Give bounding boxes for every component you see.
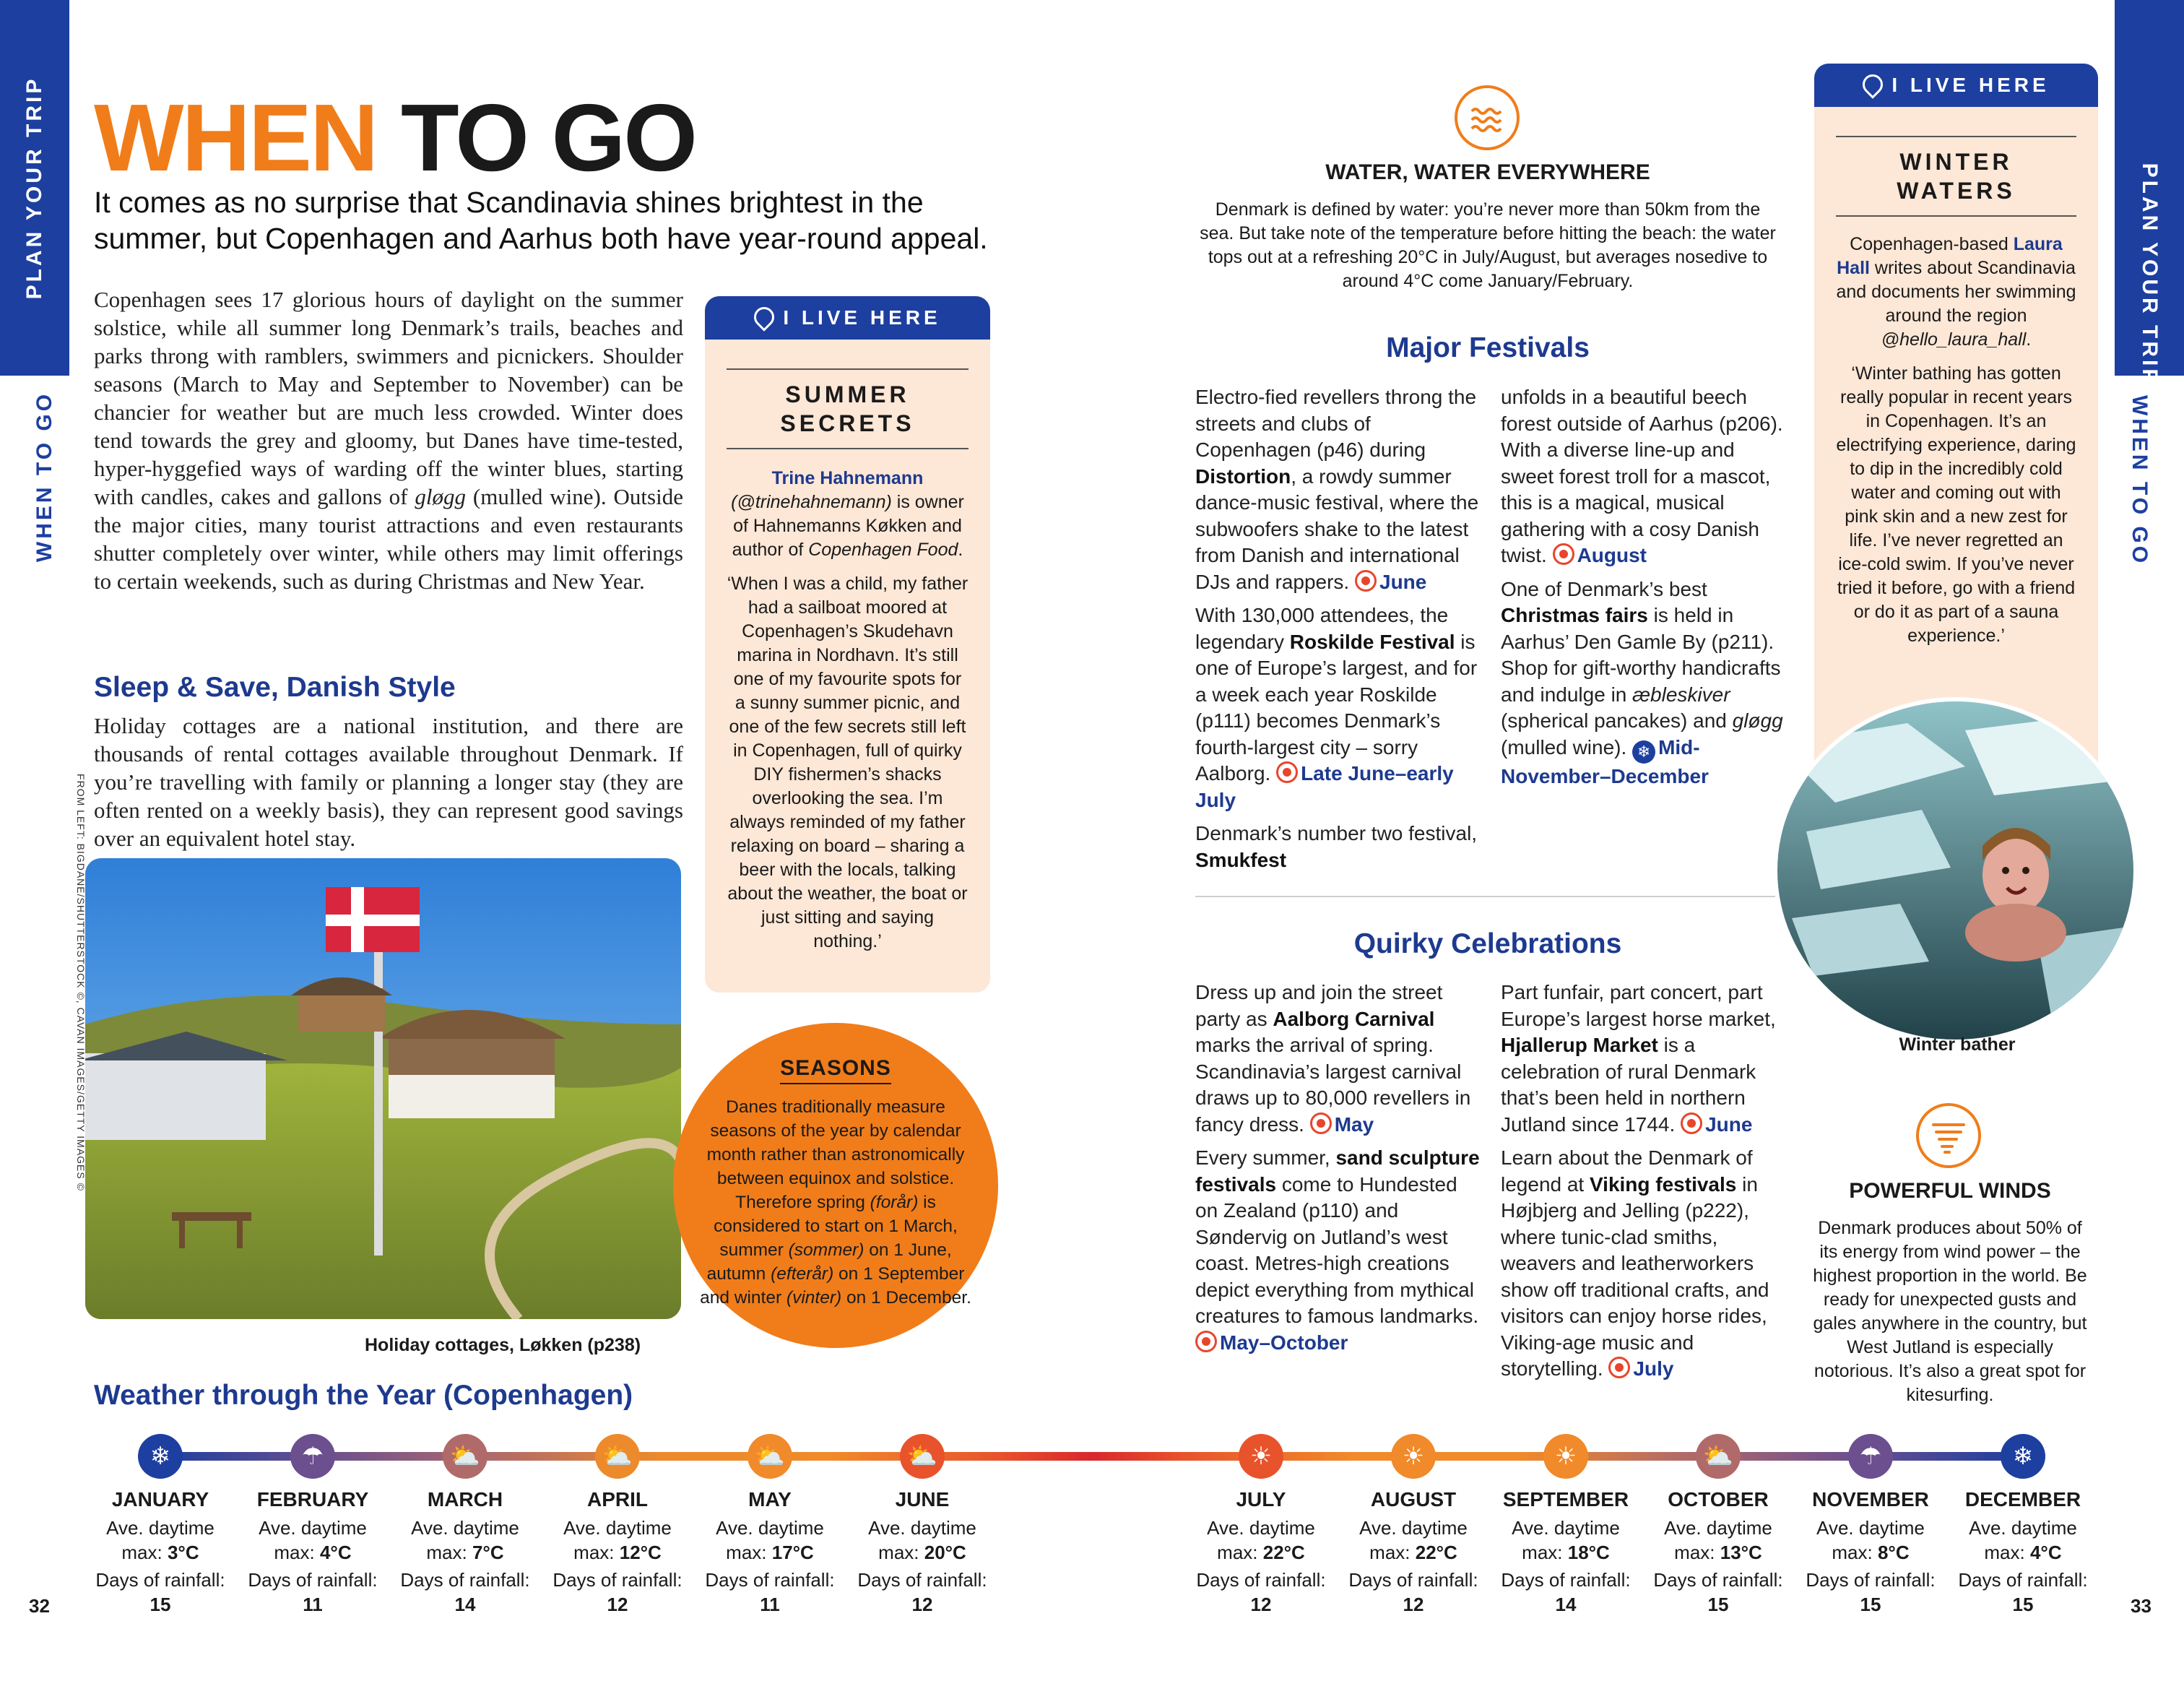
weather-month <box>1951 1488 2095 1617</box>
section-divider <box>1195 896 1780 897</box>
sleep-save-heading: Sleep & Save, Danish Style <box>94 672 456 703</box>
winter-bather-photo <box>1773 697 2138 1044</box>
month-temp: Ave. daytime max: 18°C <box>1512 1517 1620 1563</box>
month-name: AUGUST <box>1370 1488 1457 1511</box>
water-waves-icon <box>1455 85 1520 150</box>
live-here-quote: ‘Winter bathing has gotten really popular in recent years in Copenhagen. It’s an electrifying experience, daring to dip in the incredibly cold water and coming out with pink skin and a new zest for life. I’ve never regretted an ice-cold swim. If you’ve never tried it before, go with a friend or do it as part of a sauna experience.’ <box>1836 363 2076 646</box>
sun-icon: ☀ <box>1239 1434 1283 1479</box>
festival-distortion: Electro-fied revellers throng the streets and clubs of Copenhagen (p46) during Distortion, a rowdy summer dance-music festival, where the subwoofers shake to the latest from Danish and international DJs and rappers. June <box>1195 386 1479 593</box>
month-name: MAY <box>748 1488 792 1511</box>
sun-icon <box>1276 761 1298 783</box>
festivals-column-2 <box>1501 384 1790 790</box>
side-tab-right-section: WHEN TO GO <box>2128 394 2152 566</box>
month-temp: Ave. daytime max: 12°C <box>563 1517 672 1563</box>
month-rain: Days of rainfall: 15 <box>1653 1569 1783 1615</box>
live-here-heading: SUMMER SECRETS <box>727 368 968 449</box>
seasons-text: Danes traditionally measure seasons of the year by calendar month rather than astronomically between equinox and solstice. Therefore spring (forår) is considered to start on 1 March, summer (sommer) on 1 June, autumn (efterår) on 1 September and winter (vinter) on 1 December. <box>700 1097 971 1308</box>
snowflake-icon: ❄ <box>2001 1434 2045 1479</box>
cottages-caption: Holiday cottages, Løkken (p238) <box>365 1335 641 1355</box>
festival-smukfest-start: Denmark’s number two festival, Smukfest <box>1195 822 1478 871</box>
weather-month <box>1494 1488 1638 1617</box>
sun-cloud-icon: ⛅ <box>443 1434 488 1479</box>
quirky-aalborg: Dress up and join the street party as Aalborg Carnival marks the arrival of spring. Scandinavia’s largest carnival draws up to 80,000 revellers in fancy dress. May <box>1195 981 1471 1136</box>
month-temp: Ave. daytime max: 7°C <box>411 1517 519 1563</box>
sun-icon: ☀ <box>1543 1434 1588 1479</box>
weather-month <box>545 1488 690 1617</box>
seasons-circle <box>673 1023 998 1348</box>
side-tab-right-label: PLAN YOUR TRIP <box>2138 163 2162 386</box>
sun-icon <box>1310 1112 1332 1134</box>
month-name: SEPTEMBER <box>1502 1488 1629 1511</box>
page-number-left: 32 <box>29 1595 50 1617</box>
month-temp: Ave. daytime max: 4°C <box>1969 1517 2077 1563</box>
month-rain: Days of rainfall: 14 <box>400 1569 530 1615</box>
rain-cloud-icon: ☂ <box>1848 1434 1893 1479</box>
month-rain: Days of rainfall: 15 <box>95 1569 225 1615</box>
live-here-winter-box <box>1814 64 2098 793</box>
weather-month <box>1341 1488 1486 1617</box>
side-tab-right <box>2115 0 2184 386</box>
month-temp: Ave. daytime max: 13°C <box>1664 1517 1772 1563</box>
sun-icon <box>1195 1331 1217 1352</box>
festival-roskilde: With 130,000 attendees, the legendary Roskilde Festival is one of Europe’s largest, and for a week each year Roskilde (p111) becomes Denmark’s fourth-largest city – sorry Aalborg. Late June–early July <box>1195 604 1478 811</box>
pin-icon <box>1859 70 1888 99</box>
weather-month <box>698 1488 842 1617</box>
festival-christmas: One of Denmark’s best Christmas fairs is held in Aarhus’ Den Gamle By (p211). Shop for gift-worthy handicrafts and indulge in æbleskiver (spherical pancakes) and gløgg (mulled wine). ❄ Mid-November–December <box>1501 577 1783 787</box>
sun-icon <box>1355 570 1377 592</box>
live-here-summer-box <box>705 296 990 993</box>
month-rain: Days of rainfall: 12 <box>552 1569 682 1615</box>
weather-month <box>850 1488 994 1617</box>
winds-text: Denmark produces about 50% of its energy from wind power – the highest proportion in the world. Be ready for unexpected gusts and gales anywhere in the country, but West Jutland is especially notorious. It’s also a great spot for kitesurfing. <box>1813 1218 2087 1405</box>
festivals-column-1 <box>1195 384 1484 873</box>
weather-month <box>393 1488 537 1617</box>
water-heading: WATER, WATER EVERYWHERE <box>1325 160 1650 184</box>
body-paragraph-1: Copenhagen sees 17 glorious hours of daylight on the summer solstice, while all summer long Denmark’s trails, beaches and parks throng with ramblers, swimmers and picnickers. Shoulder seasons (March to May and September to November) can be chancier for weather but are much less crowded. Winter does tend towards the grey and gloomy, but Danes have time-tested, hyper-hyggefied ways of warding off the winter blues, starting with candles, cakes and gallons of gløgg (mulled wine). Outside the major cities, many tourist attractions and even restaurants shutter completely over winter, while others may limit offerings to certain weekends, such as during Christmas and New Year. <box>94 287 683 594</box>
quirky-hjallerup: Part funfair, part concert, part Europe’s largest horse market, Hjallerup Market is a celebration of rural Denmark that’s been held in northern Jutland since 1744. June <box>1501 981 1776 1136</box>
quirky-heading: Quirky Celebrations <box>1353 928 1622 959</box>
weather-month <box>1646 1488 1790 1617</box>
month-temp: Ave. daytime max: 8°C <box>1816 1517 1925 1563</box>
month-temp: Ave. daytime max: 22°C <box>1359 1517 1468 1563</box>
live-here-bio: Copenhagen-based Laura Hall writes about Scandinavia and documents her swimming around the region @hello_laura_hall. <box>1836 234 2076 350</box>
title-to-go: TO GO <box>400 85 696 191</box>
month-name: JULY <box>1236 1488 1286 1511</box>
weather-timeline <box>159 1452 2022 1461</box>
water-text: Denmark is defined by water: you’re never more than 50km from the sea. But take note of the temperature before hitting the beach: the water tops out at a refreshing 20°C in July/August, but averages nosedive to around 4°C come January/February. <box>1200 199 1776 291</box>
bather-caption: Winter bather <box>1899 1034 2016 1055</box>
live-here-bar: I LIVE HERE <box>1814 64 2098 107</box>
sun-cloud-icon: ⛅ <box>748 1434 792 1479</box>
winds-heading: POWERFUL WINDS <box>1849 1179 2051 1203</box>
sun-icon: ☀ <box>1391 1434 1436 1479</box>
sun-cloud-icon: ⛅ <box>595 1434 640 1479</box>
month-temp: Ave. daytime max: 17°C <box>716 1517 824 1563</box>
month-rain: Days of rainfall: 12 <box>857 1569 987 1615</box>
cottages-photo <box>85 858 681 1319</box>
rain-cloud-icon: ☂ <box>290 1434 335 1479</box>
page-number-right: 33 <box>2131 1595 2152 1617</box>
live-here-bar: I LIVE HERE <box>705 296 990 340</box>
quirky-sand: Every summer, sand sculpture festivals come to Hundested on Zealand (p110) and Søndervig on Jutland’s west coast. Metres-high creations depict everything from mythical creatures to famous landmarks. May–October <box>1195 1146 1480 1354</box>
month-name: MARCH <box>427 1488 503 1511</box>
pin-icon <box>750 303 779 332</box>
major-festivals-heading: Major Festivals <box>1386 332 1590 363</box>
month-rain: Days of rainfall: 14 <box>1501 1569 1631 1615</box>
month-rain: Days of rainfall: 11 <box>248 1569 378 1615</box>
sun-icon <box>1553 543 1574 565</box>
quirky-column-1 <box>1195 980 1484 1356</box>
photo-credit: FROM LEFT: BIGDANE/SHUTTERSTOCK ©, CAVAN IMAGES/GETTY IMAGES © <box>75 774 87 1191</box>
weather-month <box>88 1488 233 1617</box>
sun-icon <box>1681 1112 1702 1134</box>
snowflake-icon: ❄ <box>1632 740 1655 764</box>
title-when: WHEN <box>94 85 377 191</box>
month-rain: Days of rainfall: 12 <box>1196 1569 1326 1615</box>
weather-month <box>1798 1488 1943 1617</box>
month-name: OCTOBER <box>1668 1488 1769 1511</box>
month-rain: Days of rainfall: 11 <box>705 1569 835 1615</box>
intro-text: It comes as no surprise that Scandinavia shines brightest in the summer, but Copenhagen and Aarhus both have year-round appeal. <box>94 186 988 255</box>
month-temp: Ave. daytime max: 3°C <box>106 1517 214 1563</box>
side-tab-left-section: WHEN TO GO <box>32 391 56 563</box>
side-tab-left <box>0 0 69 376</box>
month-name: FEBRUARY <box>256 1488 369 1511</box>
snowflake-icon: ❄ <box>138 1434 183 1479</box>
sun-icon <box>1608 1357 1630 1378</box>
quirky-viking: Learn about the Denmark of legend at Viking festivals in Højbjerg and Jelling (p222), where tunic-clad smiths, weavers and leatherworkers show off traditional crafts, and visitors can enjoy horse rides, Viking-age music and storytelling. July <box>1501 1146 1769 1380</box>
month-temp: Ave. daytime max: 22°C <box>1207 1517 1315 1563</box>
sun-cloud-icon: ⛅ <box>1696 1434 1741 1479</box>
sleep-save-paragraph: Holiday cottages are a national institution, and there are thousands of rental cottages available throughout Denmark. If you’re travelling with family or planning a longer stay (they are often rented on a weekly basis), they can represent good savings over an equivalent hotel stay. <box>94 713 683 851</box>
month-name: JUNE <box>895 1488 950 1511</box>
weather-month <box>1189 1488 1333 1617</box>
weather-heading: Weather through the Year (Copenhagen) <box>94 1380 633 1411</box>
month-name: APRIL <box>587 1488 648 1511</box>
month-rain: Days of rainfall: 15 <box>1958 1569 2088 1615</box>
live-here-bio: Trine Hahnemann (@trinehahnemann) is owner of Hahnemanns Køkken and author of Copenhagen Food. <box>731 468 964 560</box>
weather-month <box>240 1488 385 1617</box>
month-name: NOVEMBER <box>1812 1488 1929 1511</box>
month-temp: Ave. daytime max: 20°C <box>868 1517 976 1563</box>
tornado-icon <box>1916 1103 1981 1168</box>
month-name: JANUARY <box>111 1488 209 1511</box>
seasons-heading: SEASONS <box>673 1056 998 1081</box>
month-temp: Ave. daytime max: 4°C <box>259 1517 367 1563</box>
month-rain: Days of rainfall: 15 <box>1806 1569 1936 1615</box>
page-title <box>94 85 696 191</box>
festival-smukfest: unfolds in a beautiful beech forest outside of Aarhus (p206). With a diverse line-up and sweet forest troll for a mascot, this is a magical, musical gathering with a cosy Danish twist. August <box>1501 386 1783 566</box>
month-name: DECEMBER <box>1964 1488 2081 1511</box>
sun-cloud-icon: ⛅ <box>900 1434 945 1479</box>
quirky-column-2 <box>1501 980 1790 1383</box>
month-rain: Days of rainfall: 12 <box>1348 1569 1478 1615</box>
live-here-quote: ‘When I was a child, my father had a sailboat moored at Copenhagen’s Skudehavn marina in Nordhavn. It’s still one of my favourite spots for a sunny summer picnic, and one of the few secrets still left in Copenhagen, full of quirky DIY fishermen’s shacks overlooking the sea. I’m always reminded of my father relaxing on board – sharing a beer with the locals, talking about the weather, the boat or just sitting and saying nothing.’ <box>727 574 968 951</box>
side-tab-left-label: PLAN YOUR TRIP <box>22 76 46 300</box>
live-here-heading: WINTER WATERS <box>1836 136 2076 217</box>
